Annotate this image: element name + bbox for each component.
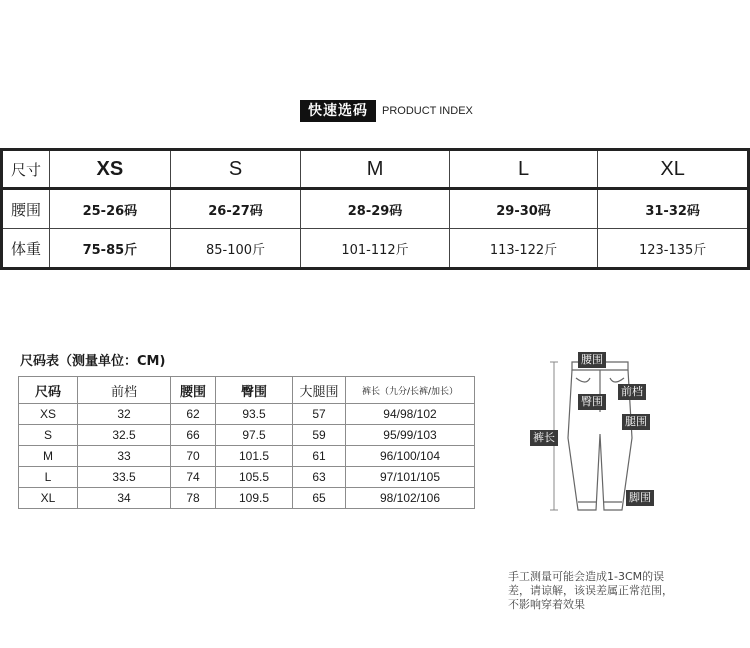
size-row [2, 150, 749, 189]
header-cell: 腰围 [171, 377, 216, 404]
measurement-note: 手工测量可能会造成1-3CM的误差，请谅解，该误差属正常范围，不影响穿着效果 [508, 570, 673, 611]
table-cell: 74 [171, 467, 216, 488]
table-cell: 59 [293, 425, 346, 446]
table-cell: 97.5 [216, 425, 293, 446]
weight-cell: 123-135斤 [598, 229, 749, 269]
header-cell: 大腿围 [293, 377, 346, 404]
header-cell: 前档 [78, 377, 171, 404]
table-row [19, 467, 475, 488]
size-cell: XS [50, 150, 171, 189]
table-cell: 65 [293, 488, 346, 509]
size-label: S [19, 425, 78, 446]
header-badge: 快速选码 [300, 100, 376, 122]
table-cell: 63 [293, 467, 346, 488]
measure-table-title: 尺码表（测量单位：CM) [20, 354, 166, 369]
table-cell: 32.5 [78, 425, 171, 446]
table-cell: 95/99/103 [346, 425, 475, 446]
table-row [19, 488, 475, 509]
table-cell: 57 [293, 404, 346, 425]
table-cell: 66 [171, 425, 216, 446]
diagram-label-hip: 臀围 [578, 394, 606, 410]
header-cell: 裤长（九分/长裤/加长） [346, 377, 475, 404]
table-row [19, 425, 475, 446]
measure-table [18, 376, 475, 509]
table-cell: 96/100/104 [346, 446, 475, 467]
table-row [19, 404, 475, 425]
table-cell: 34 [78, 488, 171, 509]
table-cell: 101.5 [216, 446, 293, 467]
waist-row [2, 189, 749, 229]
size-label: M [19, 446, 78, 467]
weight-cell: 85-100斤 [170, 229, 301, 269]
size-cell: XL [598, 150, 749, 189]
header-cell: 尺码 [19, 377, 78, 404]
table-cell: 61 [293, 446, 346, 467]
quick-size-table [0, 148, 750, 270]
waist-cell: 26-27码 [170, 189, 301, 229]
measure-header-row [19, 377, 475, 404]
size-label: L [19, 467, 78, 488]
weight-cell: 75-85斤 [50, 229, 171, 269]
waist-cell: 31-32码 [598, 189, 749, 229]
table-cell: 33 [78, 446, 171, 467]
header-subtitle: PRODUCT INDEX [382, 105, 473, 117]
table-cell: 32 [78, 404, 171, 425]
table-cell: 97/101/105 [346, 467, 475, 488]
weight-cell: 113-122斤 [449, 229, 598, 269]
table-cell: 98/102/106 [346, 488, 475, 509]
waist-cell: 29-30码 [449, 189, 598, 229]
diagram-label-hem: 脚围 [626, 490, 654, 506]
jeans-diagram [520, 348, 670, 518]
row-label-size: 尺寸 [2, 150, 50, 189]
table-cell: 78 [171, 488, 216, 509]
table-cell: 62 [171, 404, 216, 425]
diagram-label-front-rise: 前档 [618, 384, 646, 400]
size-cell: S [170, 150, 301, 189]
weight-cell: 101-112斤 [301, 229, 450, 269]
table-cell: 105.5 [216, 467, 293, 488]
diagram-label-length: 裤长 [530, 430, 558, 446]
table-cell: 94/98/102 [346, 404, 475, 425]
table-row [19, 446, 475, 467]
diagram-label-waist: 腰围 [578, 352, 606, 368]
size-label: XL [19, 488, 78, 509]
row-label-waist: 腰围 [2, 189, 50, 229]
diagram-label-thigh: 腿围 [622, 414, 650, 430]
waist-cell: 25-26码 [50, 189, 171, 229]
section-header [300, 100, 473, 122]
size-label: XS [19, 404, 78, 425]
table-cell: 70 [171, 446, 216, 467]
table-cell: 109.5 [216, 488, 293, 509]
header-cell: 臀围 [216, 377, 293, 404]
row-label-weight: 体重 [2, 229, 50, 269]
size-cell: M [301, 150, 450, 189]
table-cell: 93.5 [216, 404, 293, 425]
waist-cell: 28-29码 [301, 189, 450, 229]
weight-row [2, 229, 749, 269]
table-cell: 33.5 [78, 467, 171, 488]
size-cell: L [449, 150, 598, 189]
